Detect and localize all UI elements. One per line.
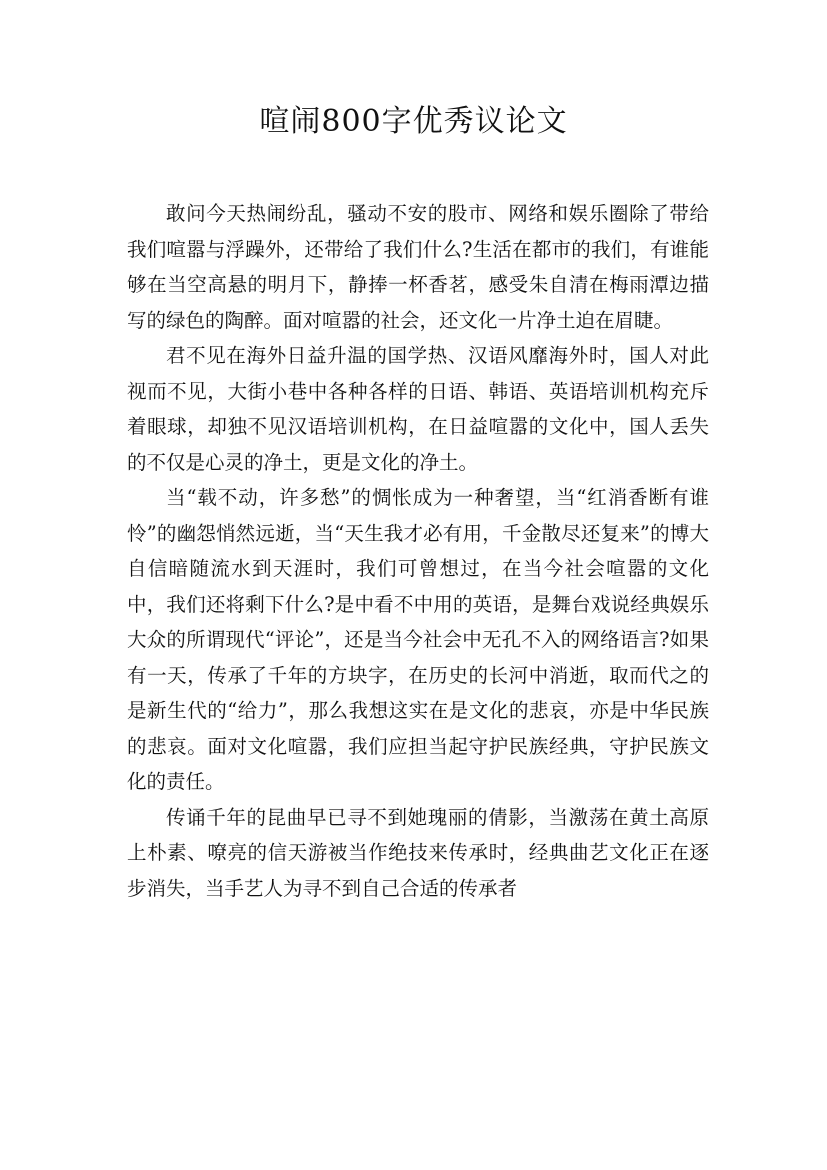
paragraph-1: 敢问今天热闹纷乱，骚动不安的股市、网络和娱乐圈除了带给我们喧嚣与浮躁外，还带给了我们什么?生活在都市的我们，有谁能够在当空高悬的明月下，静捧一杯香茗，感受朱自清在梅雨潭边描写的绿色的陶醉。面对喧嚣的社会，还文化一片净土迫在眉睫。 — [127, 202, 709, 332]
document-body — [127, 196, 709, 906]
document-title: 喧闹800字优秀议论文 — [259, 104, 568, 139]
paragraph-3: 当“载不动，许多愁”的惆怅成为一种奢望，当“红消香断有谁怜”的幽怨悄然远逝，当“天生我才必有用，千金散尽还复来”的博大自信暗随流水到天涯时，我们可曾想过，在当今社会喧嚣的文化中，我们还将剩下什么?是中看不中用的英语，是舞台戏说经典娱乐大众的所谓现代“评论”，还是当今社会中无孔不入的网络语言?如果有一天，传承了千年的方块字，在历史的长河中消逝，取而代之的是新生代的“给力”，那么我想这实在是文化的悲哀，亦是中华民族的悲哀。面对文化喧嚣，我们应担当起守护民族经典，守护民族文化的责任。 — [127, 486, 709, 793]
paragraph-4: 传诵千年的昆曲早已寻不到她瑰丽的倩影，当激荡在黄土高原上朴素、嘹亮的信天游被当作绝技来传承时，经典曲艺文化正在逐步消失，当手艺人为寻不到自己合适的传承者 — [127, 805, 709, 900]
paragraph-2: 君不见在海外日益升温的国学热、汉语风靡海外时，国人对此视而不见，大街小巷中各种各样的日语、韩语、英语培训机构充斥着眼球，却独不见汉语培训机构，在日益喧嚣的文化中，国人丢失的不仅是心灵的净土，更是文化的净土。 — [127, 344, 709, 474]
